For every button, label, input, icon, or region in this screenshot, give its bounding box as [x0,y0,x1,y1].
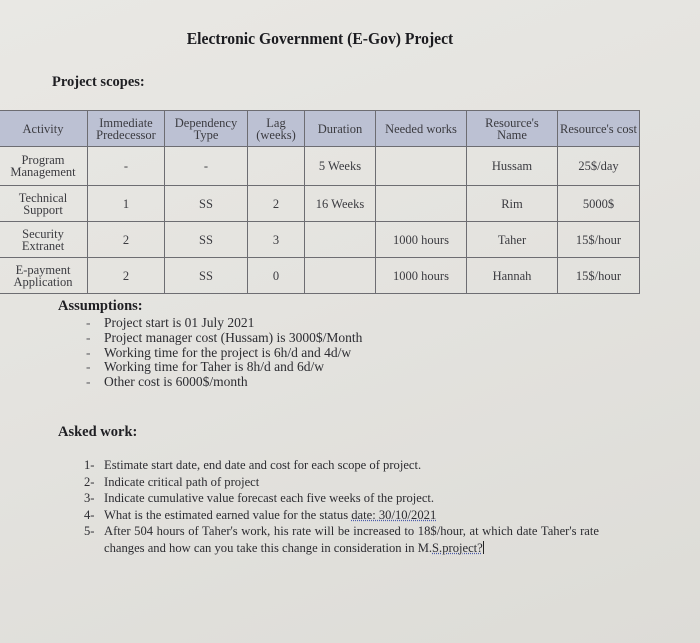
list-item: - Working time for Taher is 8h/d and 6d/w [86,360,362,375]
table-row [0,147,640,186]
cell-needed-works [376,186,467,222]
cell-resource-cost: 5000$ [558,186,640,222]
cell-dependency: SS [165,222,248,258]
item-number: 3- [84,491,95,505]
cell-resource-name: Hannah [467,258,558,294]
column-header-resource-cost: Resource's cost [558,111,640,147]
cell-resource-cost: 25$/day [558,147,640,186]
item-text: What is the estimated earned value for the status [104,507,352,522]
column-header-lag: Lag (weeks) [248,111,305,147]
item-text: Indicate cumulative value forecast each five weeks of the project. [104,491,435,505]
cell-lag [248,147,305,186]
list-item: - Other cost is 6000$/month [86,375,362,390]
cell-activity: Technical Support [0,186,88,222]
cell-resource-name: Rim [467,186,558,222]
list-item: - Working time for the project is 6h/d and 4d/w [86,346,362,361]
list-item: - Project start is 01 July 2021 [86,316,362,331]
cell-duration: 16 Weeks [305,186,376,222]
list-item [84,490,599,507]
cell-dependency: SS [165,258,248,294]
spellcheck-underlined-text: date: 30/10/2021 [351,507,437,522]
cell-duration [305,258,376,294]
column-header-dependency-type: Dependency Type [165,111,248,147]
cell-predecessor: - [88,147,165,186]
table-header-row [0,111,640,147]
cell-predecessor: 1 [88,186,165,222]
cell-predecessor: 2 [88,258,165,294]
asked-work-list [84,457,599,556]
assumptions-list [86,316,362,390]
cell-resource-name: Taher [467,222,558,258]
cell-resource-cost: 15$/hour [558,222,640,258]
cell-duration [305,222,376,258]
cell-needed-works: 1000 hours [376,258,467,294]
item-number: 1- [84,458,95,472]
table-row [0,222,640,258]
list-item [84,474,599,491]
list-item [84,523,599,556]
column-header-resource-name: Resource's Name [467,111,558,147]
list-item: - Project manager cost (Hussam) is 3000$/Month [86,331,362,346]
list-item [84,507,599,524]
cell-resource-cost: 15$/hour [558,258,640,294]
cell-dependency: SS [165,186,248,222]
column-header-immediate-predecessor: Immediate Predecessor [88,111,165,147]
cell-activity: E-payment Application [0,258,88,294]
cell-needed-works: 1000 hours [376,222,467,258]
cell-activity: Security Extranet [0,222,88,258]
cell-activity: Program Management [0,147,88,186]
table-row [0,186,640,222]
assumptions-heading: Assumptions: [58,298,143,314]
cell-needed-works [376,147,467,186]
item-number: 2- [84,474,95,489]
table-row [0,258,640,294]
item-text: Estimate start date, end date and cost for each scope of project. [104,458,422,472]
asked-work-heading: Asked work: [58,424,138,440]
cell-lag: 0 [248,258,305,294]
column-header-needed-works: Needed works [376,111,467,147]
document-title: Electronic Government (E-Gov) Project [186,29,454,48]
item-number: 5- [84,524,95,538]
cell-lag: 3 [248,222,305,258]
project-scopes-heading: Project scopes: [52,74,145,90]
item-text: After 504 hours of Taher's work, his rate will be increased to 18$/hour, at which date Taher's rate changes and how can you take this change in consideration in M. [104,524,599,555]
column-header-activity: Activity [0,111,88,147]
spellcheck-underlined-text: S.project? [432,540,483,555]
item-text: Indicate critical path of project [104,474,260,489]
cell-duration: 5 Weeks [305,147,376,186]
text-cursor [483,541,484,554]
column-header-duration: Duration [305,111,376,147]
list-item [84,457,599,474]
project-scopes-table [0,110,640,294]
cell-dependency: - [165,147,248,186]
cell-resource-name: Hussam [467,147,558,186]
item-number: 4- [84,507,95,522]
cell-predecessor: 2 [88,222,165,258]
cell-lag: 2 [248,186,305,222]
